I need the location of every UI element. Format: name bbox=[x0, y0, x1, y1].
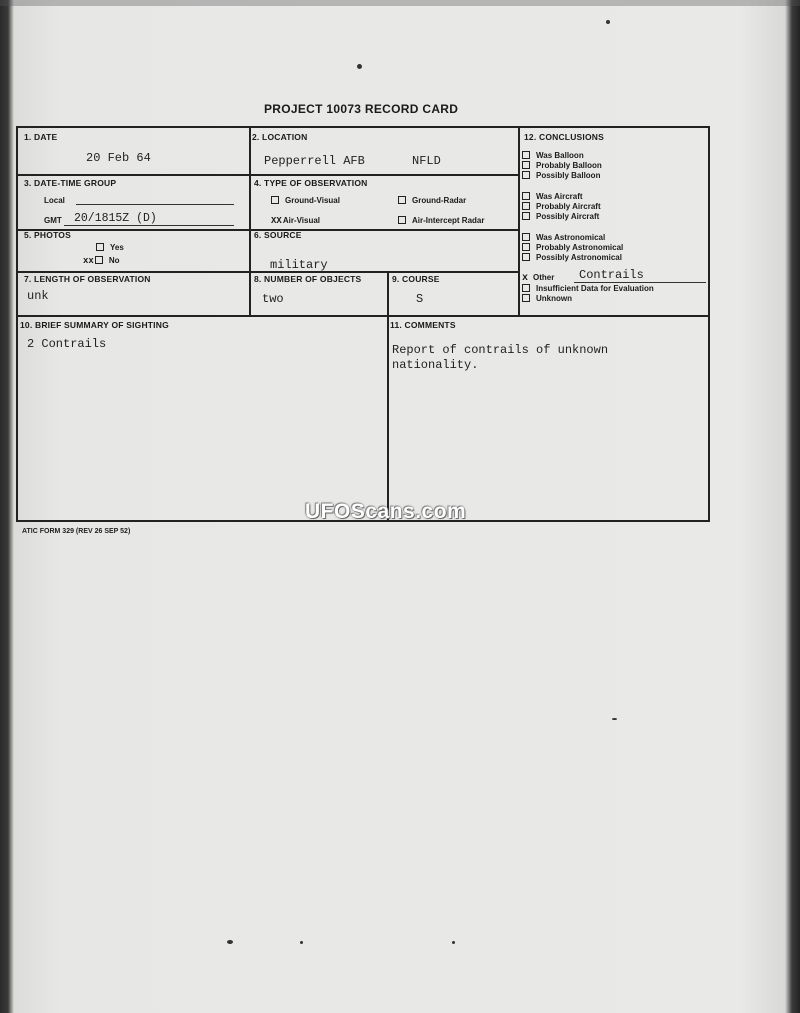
scan-speck bbox=[606, 20, 610, 24]
concl-possibly-aircraft: Possibly Aircraft bbox=[522, 212, 599, 222]
obs-air-intercept-radar: Air-Intercept Radar bbox=[398, 216, 484, 225]
summary-label: 10. BRIEF SUMMARY OF SIGHTING bbox=[20, 320, 169, 330]
dtg-gmt-value: 20/1815Z (D) bbox=[74, 212, 157, 225]
course-label: 9. COURSE bbox=[392, 274, 440, 284]
scan-speck bbox=[357, 64, 362, 69]
concl-probably-astronomical: Probably Astronomical bbox=[522, 243, 623, 253]
scan-speck bbox=[612, 718, 617, 720]
concl-unknown: Unknown bbox=[522, 294, 572, 304]
concl-possibly-balloon: Possibly Balloon bbox=[522, 171, 600, 181]
card-title: PROJECT 10073 RECORD CARD bbox=[264, 102, 459, 116]
concl-probably-balloon: Probably Balloon bbox=[522, 161, 602, 171]
conclusions-label: 12. CONCLUSIONS bbox=[524, 132, 604, 142]
comments-label: 11. COMMENTS bbox=[390, 320, 456, 330]
dtg-local-label: Local bbox=[44, 196, 65, 205]
photos-yes: Yes bbox=[96, 243, 124, 252]
source-label: 6. SOURCE bbox=[254, 230, 302, 240]
length-value: unk bbox=[27, 289, 49, 303]
length-label: 7. LENGTH OF OBSERVATION bbox=[24, 274, 151, 284]
comments-line-2: nationality. bbox=[392, 358, 479, 372]
date-value: 20 Feb 64 bbox=[86, 151, 151, 165]
dtg-gmt-label: GMT bbox=[44, 216, 62, 225]
location-region: NFLD bbox=[412, 154, 441, 168]
watermark: UFOScans.com bbox=[305, 500, 467, 523]
summary-value: 2 Contrails bbox=[27, 337, 107, 351]
concl-other: x Other bbox=[522, 273, 555, 284]
location-value: Pepperrell AFB bbox=[264, 154, 365, 168]
concl-was-astronomical: Was Astronomical bbox=[522, 233, 605, 243]
location-label: 2. LOCATION bbox=[252, 132, 308, 142]
concl-was-aircraft: Was Aircraft bbox=[522, 192, 583, 202]
scan-speck bbox=[300, 941, 303, 944]
num-objects-value: two bbox=[262, 292, 284, 306]
date-label: 1. DATE bbox=[24, 132, 58, 142]
concl-insufficient: Insufficient Data for Evaluation bbox=[522, 284, 654, 294]
obs-ground-visual: Ground-Visual bbox=[271, 196, 340, 205]
observation-type-label: 4. TYPE OF OBSERVATION bbox=[254, 178, 368, 188]
obs-air-visual: XXAir-Visual bbox=[271, 216, 321, 226]
form-id: ATIC FORM 329 (REV 26 SEP 52) bbox=[22, 528, 131, 535]
photos-label: 5. PHOTOS bbox=[24, 230, 71, 240]
concl-possibly-astronomical: Possibly Astronomical bbox=[522, 253, 622, 263]
scan-edge bbox=[0, 0, 800, 6]
num-objects-label: 8. NUMBER OF OBJECTS bbox=[254, 274, 362, 284]
scan-speck bbox=[227, 940, 233, 944]
source-value: military bbox=[270, 258, 328, 272]
course-value: S bbox=[416, 292, 424, 306]
obs-ground-radar: Ground-Radar bbox=[398, 196, 466, 205]
dtg-label: 3. DATE-TIME GROUP bbox=[24, 178, 117, 188]
concl-was-balloon: Was Balloon bbox=[522, 151, 584, 161]
concl-other-value: Contrails bbox=[579, 268, 644, 282]
comments-line-1: Report of contrails of unknown bbox=[392, 343, 609, 357]
scan-speck bbox=[452, 941, 455, 944]
concl-probably-aircraft: Probably Aircraft bbox=[522, 202, 601, 212]
photos-no: xx No bbox=[83, 256, 120, 266]
